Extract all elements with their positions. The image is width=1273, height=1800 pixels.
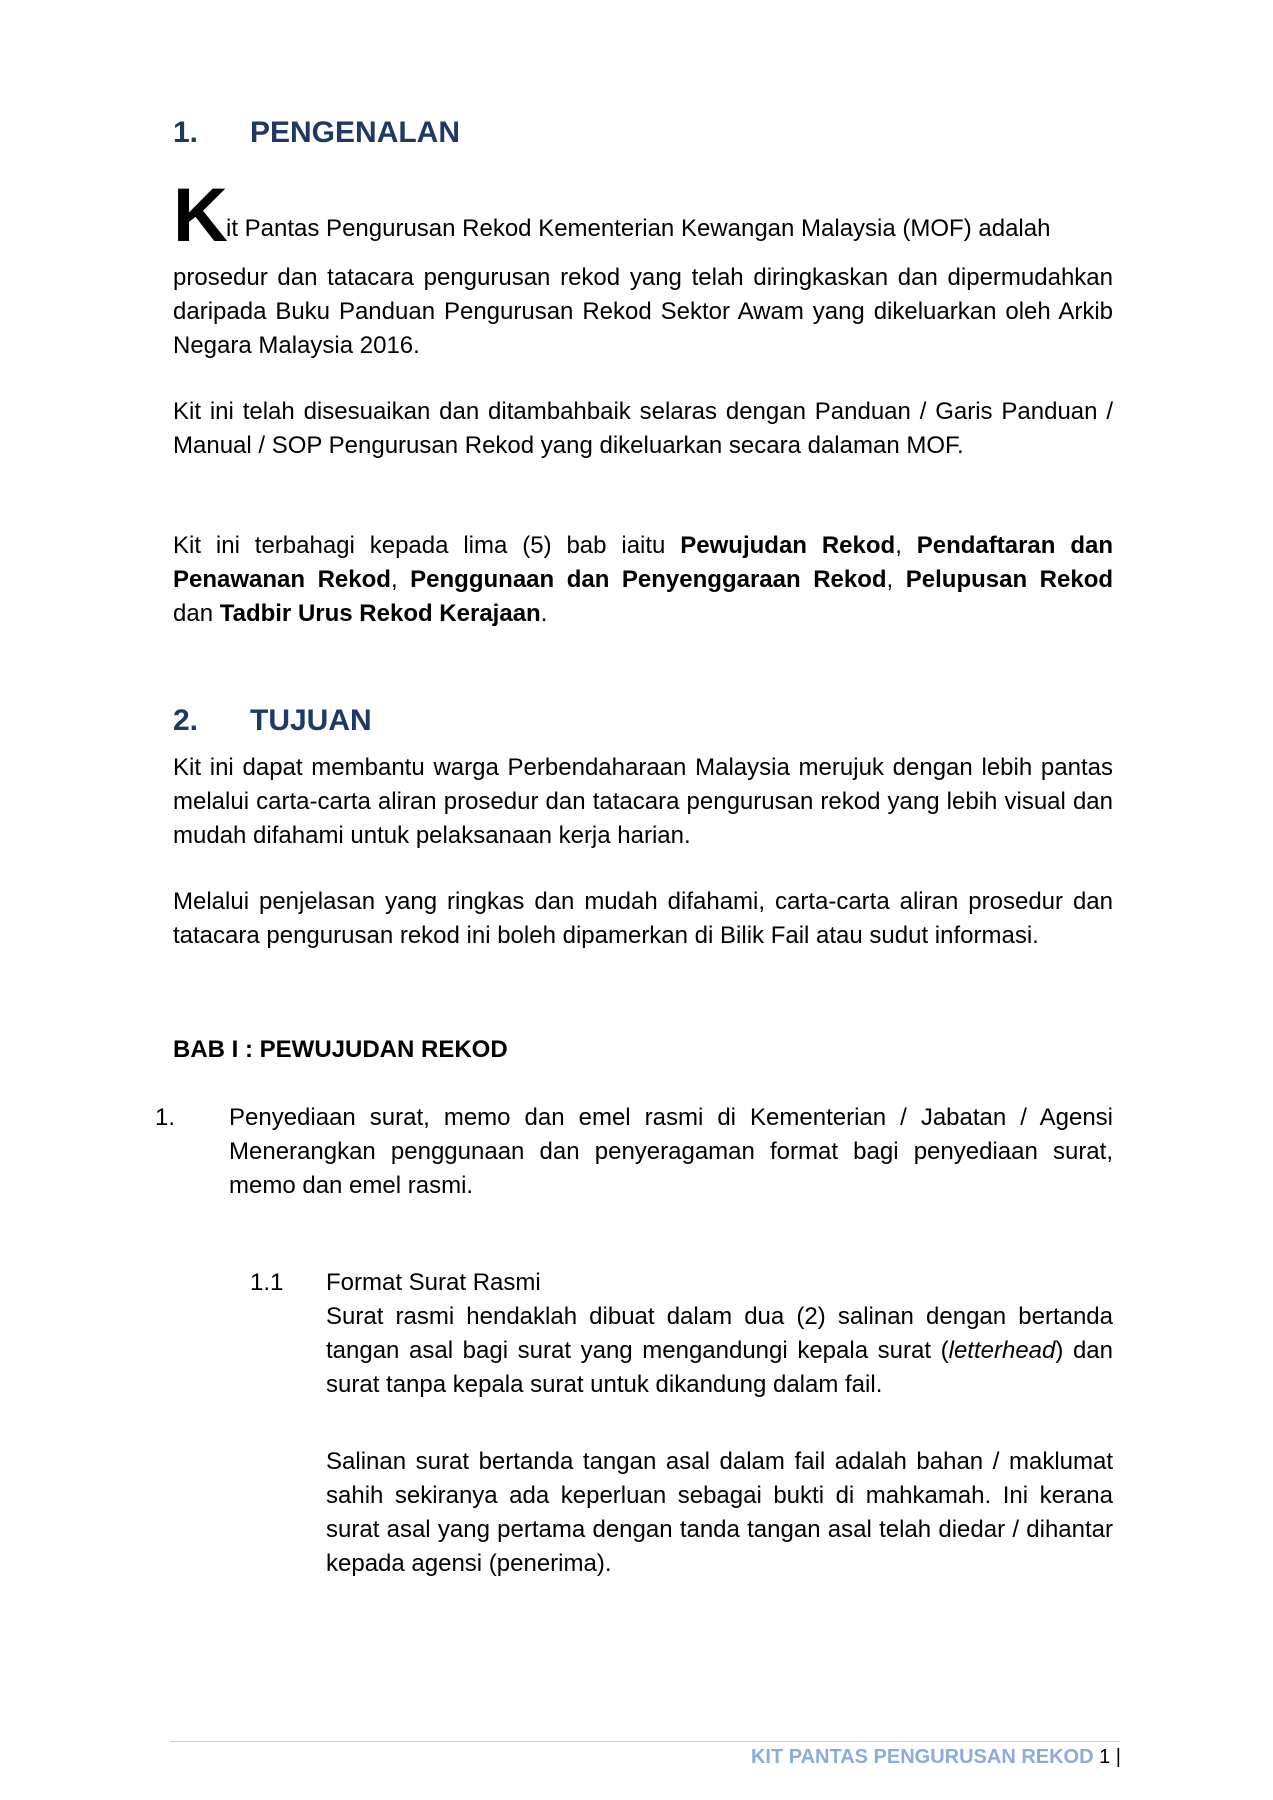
- para3-text-6: .: [540, 600, 548, 627]
- para3-text-3: ,: [390, 566, 411, 593]
- para3-bold-4: Pelupusan Rekod: [905, 566, 1114, 593]
- para3-text-5: dan: [173, 600, 220, 627]
- intro-paragraph-1: prosedur dan tatacara pengurusan rekod yang telah diringkaskan dan dipermudahkan daripada Buku Panduan Pengurusan Rekod Sektor Awam yang dikeluarkan oleh Arkib Negara Malaysia 2016.: [173, 264, 1113, 359]
- para3-bold-1: Pewujudan Rekod: [680, 532, 896, 559]
- item-1-1-paragraph-2: Salinan surat bertanda tangan asal dalam fail adalah bahan / maklumat sahih sekiranya ada keperluan sebagai bukti di mahkamah. Ini kerana surat asal yang pertama dengan tanda tangan asal telah diedar / dihantar kepada agensi (penerima).: [326, 1448, 1113, 1577]
- para3-text-1: Kit ini terbahagi kepada lima (5) bab iaitu: [173, 532, 681, 559]
- section-1-title: PENGENALAN: [250, 116, 461, 149]
- bab-1-title: BAB I : PEWUJUDAN REKOD: [173, 1036, 508, 1063]
- intro-paragraph-2: Kit ini telah disesuaikan dan ditambahbaik selaras dengan Panduan / Garis Panduan / Manual / SOP Pengurusan Rekod yang dikeluarkan secara dalaman MOF.: [173, 398, 1113, 459]
- para3-text-2: ,: [895, 532, 917, 559]
- page-footer: [751, 1746, 1121, 1769]
- item-1-1-number: 1.1: [250, 1269, 284, 1296]
- item-1-text: Penyediaan surat, memo dan emel rasmi di Kementerian / Jabatan / Agensi Menerangkan penggunaan dan penyeragaman format bagi penyediaan surat, memo dan emel rasmi.: [229, 1104, 1113, 1199]
- item-1-1-paragraph-1: [326, 1300, 1113, 1402]
- purpose-paragraph-1: Kit ini dapat membantu warga Perbendaharaan Malaysia merujuk dengan lebih pantas melalui carta-carta aliran prosedur dan tatacara pengurusan rekod yang lebih visual dan mudah difahami untuk pelaksanaan kerja harian.: [173, 754, 1113, 849]
- purpose-paragraph-2: Melalui penjelasan yang ringkas dan mudah difahami, carta-carta aliran prosedur dan tatacara pengurusan rekod ini boleh dipamerkan di Bilik Fail atau sudut informasi.: [173, 888, 1113, 949]
- para3-text-4: ,: [886, 566, 906, 593]
- drop-cap: K: [173, 173, 228, 258]
- para3-bold-3: Penggunaan dan Penyenggaraan Rekod: [410, 566, 887, 593]
- item-1-1-text-b: ) dan surat tanpa kepala surat untuk dikandung dalam fail.: [326, 1337, 1114, 1398]
- item-1-1-heading: Format Surat Rasmi: [326, 1269, 541, 1296]
- intro-first-line: it Pantas Pengurusan Rekod Kementerian Kewangan Malaysia (MOF) adalah: [226, 215, 1051, 242]
- section-2-number: 2.: [173, 704, 199, 737]
- item-1-number: 1.: [155, 1104, 176, 1131]
- page-number: 1 |: [1099, 1746, 1121, 1768]
- para3-bold-5: Tadbir Urus Rekod Kerajaan: [219, 600, 541, 627]
- letterhead-italic: letterhead: [948, 1337, 1056, 1364]
- item-1-1-text-a: Surat rasmi hendaklah dibuat dalam dua (2) salinan dengan bertanda tangan asal bagi surat yang mengandungi kepala surat (: [326, 1303, 1113, 1364]
- section-2-heading: [173, 704, 372, 738]
- footer-title: KIT PANTAS PENGURUSAN REKOD: [750, 1746, 1094, 1768]
- para3-bold-2: Pendaftaran dan Penawanan Rekod: [173, 532, 1113, 593]
- section-1-heading: [173, 116, 460, 150]
- section-1-number: 1.: [173, 116, 199, 149]
- footer-divider: [170, 1741, 1120, 1742]
- intro-paragraph-3: [173, 529, 1113, 631]
- section-2-title: TUJUAN: [250, 704, 372, 737]
